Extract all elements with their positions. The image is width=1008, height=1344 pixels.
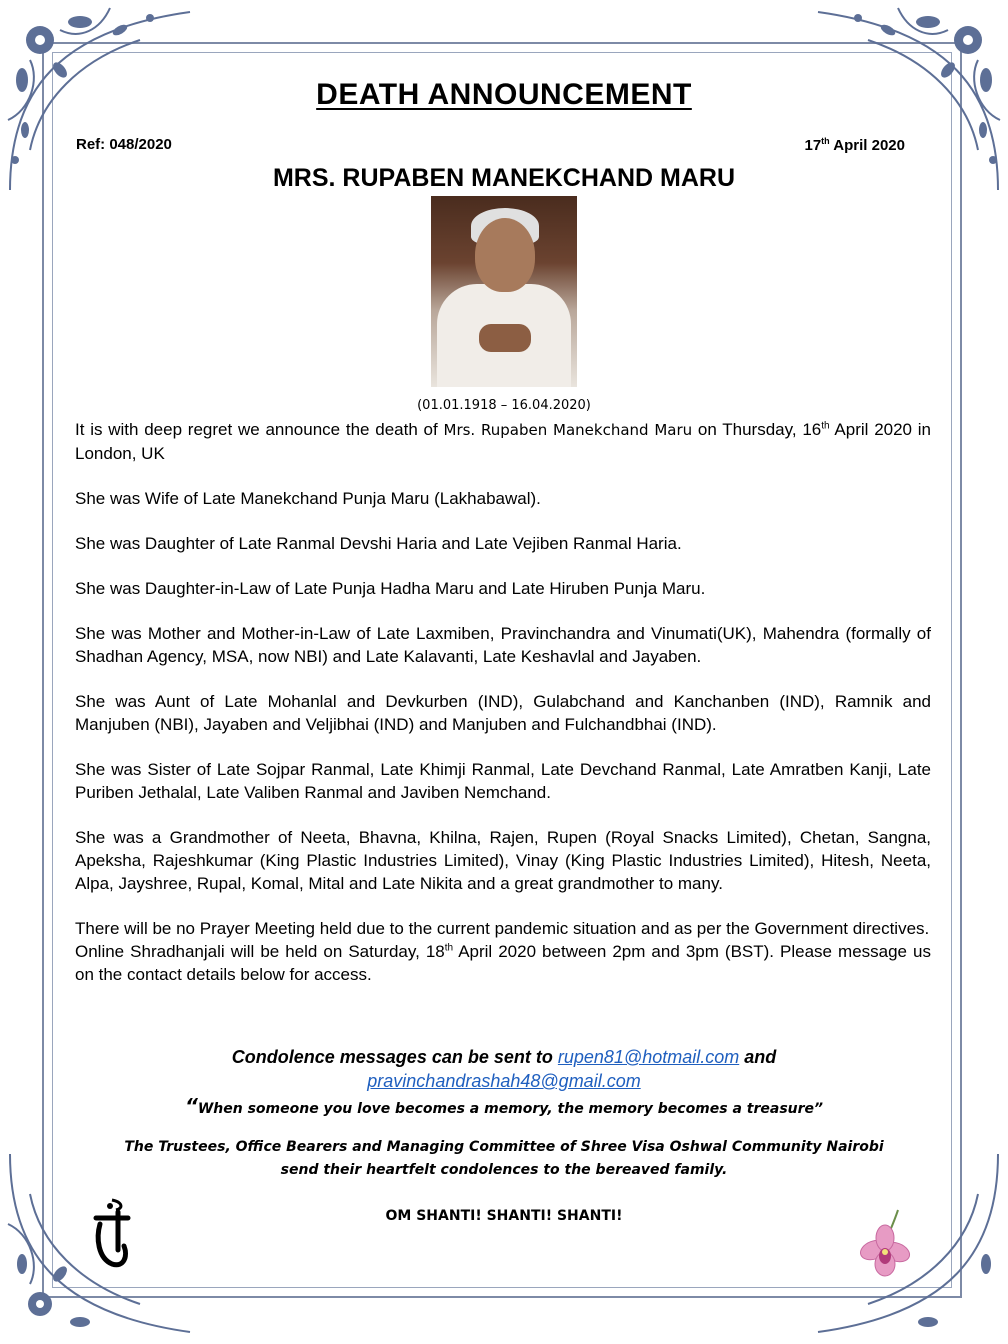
wife-paragraph: She was Wife of Late Manekchand Punja Maru (Lakhabawal). (75, 489, 541, 508)
daughter-in-law-paragraph: She was Daughter-in-Law of Late Punja Hadha Maru and Late Hiruben Punja Maru. (75, 579, 706, 598)
jain-symbol-icon (90, 1198, 132, 1274)
email-link-rupen[interactable]: rupen81@hotmail.com (557, 1047, 740, 1067)
announcement-body (75, 418, 931, 1008)
memorial-quote: “When someone you love becomes a memory, the memory becomes a treasure” (184, 1094, 824, 1118)
orchid-icon (856, 1208, 914, 1278)
grandmother-paragraph: She was a Grandmother of Neeta, Bhavna, Khilna, Rajen, Rupen (Royal Snacks Limited), Chetan, Sangna, Apeksha, Rajeshkumar (King Plastic Industries Limited), Vinay (King Plastic Industries Limited), Hitesh, Neeta, Alpa, Jayshree, Rupal, Komal, Mital and Late Nikita and a great grandmother to many. (75, 828, 931, 893)
sister-paragraph: She was Sister of Late Sojpar Ranmal, Late Khimji Ranmal, Late Devchand Ranmal, Late Amratben Kanji, Late Puriben Jethalal, Late Valiben Ranmal and Javiben Nemchand. (75, 760, 931, 802)
page-title: DEATH ANNOUNCEMENT (316, 78, 692, 111)
online-paragraph: Online Shradhanjali will be held on Saturday, 18th April 2020 between 2pm and 3pm (BST). Please message us on the contact details below for access. (75, 942, 931, 984)
condolence-contacts: Condolence messages can be sent to rupen81@hotmail.com and pravinchandrashah48@gmail.com (231, 1047, 777, 1091)
prayer-paragraph: There will be no Prayer Meeting held due to the current pandemic situation and as per the Government directives. (75, 919, 930, 938)
intro-paragraph: It is with deep regret we announce the death of Mrs. Rupaben Manekchand Maru on Thursday, 16th April 2020 in London, UK (75, 420, 931, 463)
deceased-name: MRS. RUPABEN MANEKCHAND MARU (272, 164, 736, 192)
daughter-paragraph: She was Daughter of Late Ranmal Devshi Haria and Late Vejiben Ranmal Haria. (75, 534, 682, 553)
closing-line: OM SHANTI! SHANTI! SHANTI! (385, 1208, 623, 1224)
portrait-photo (431, 196, 577, 387)
announcement-date: 17th April 2020 (804, 136, 905, 154)
condolence-label: Condolence messages can be sent to (231, 1047, 558, 1067)
email-link-pravinchandra[interactable]: pravinchandrashah48@gmail.com (367, 1071, 641, 1091)
aunt-paragraph: She was Aunt of Late Mohanlal and Devkurben (IND), Gulabchand and Kanchanben (IND), Ramnik and Manjuben (NBI), Jayaben and Veljibhai (IND) and Manjuben and Fulchandbhai (IND). (75, 692, 931, 734)
reference-number: Ref: 048/2020 (76, 136, 172, 153)
lifespan-dates: (01.01.1918 – 16.04.2020) (417, 398, 591, 413)
trustees-message: The Trustees, Office Bearers and Managing Committee of Shree Visa Oshwal Community Nairobi send their heartfelt condolences to the bereaved family. (124, 1139, 884, 1178)
mother-paragraph: She was Mother and Mother-in-Law of Late Laxmiben, Pravinchandra and Vinumati(UK), Mahendra (formally of Shadhan Agency, MSA, now NBI) and Late Kalavanti, Late Keshavlal and Jayaben. (75, 624, 931, 666)
